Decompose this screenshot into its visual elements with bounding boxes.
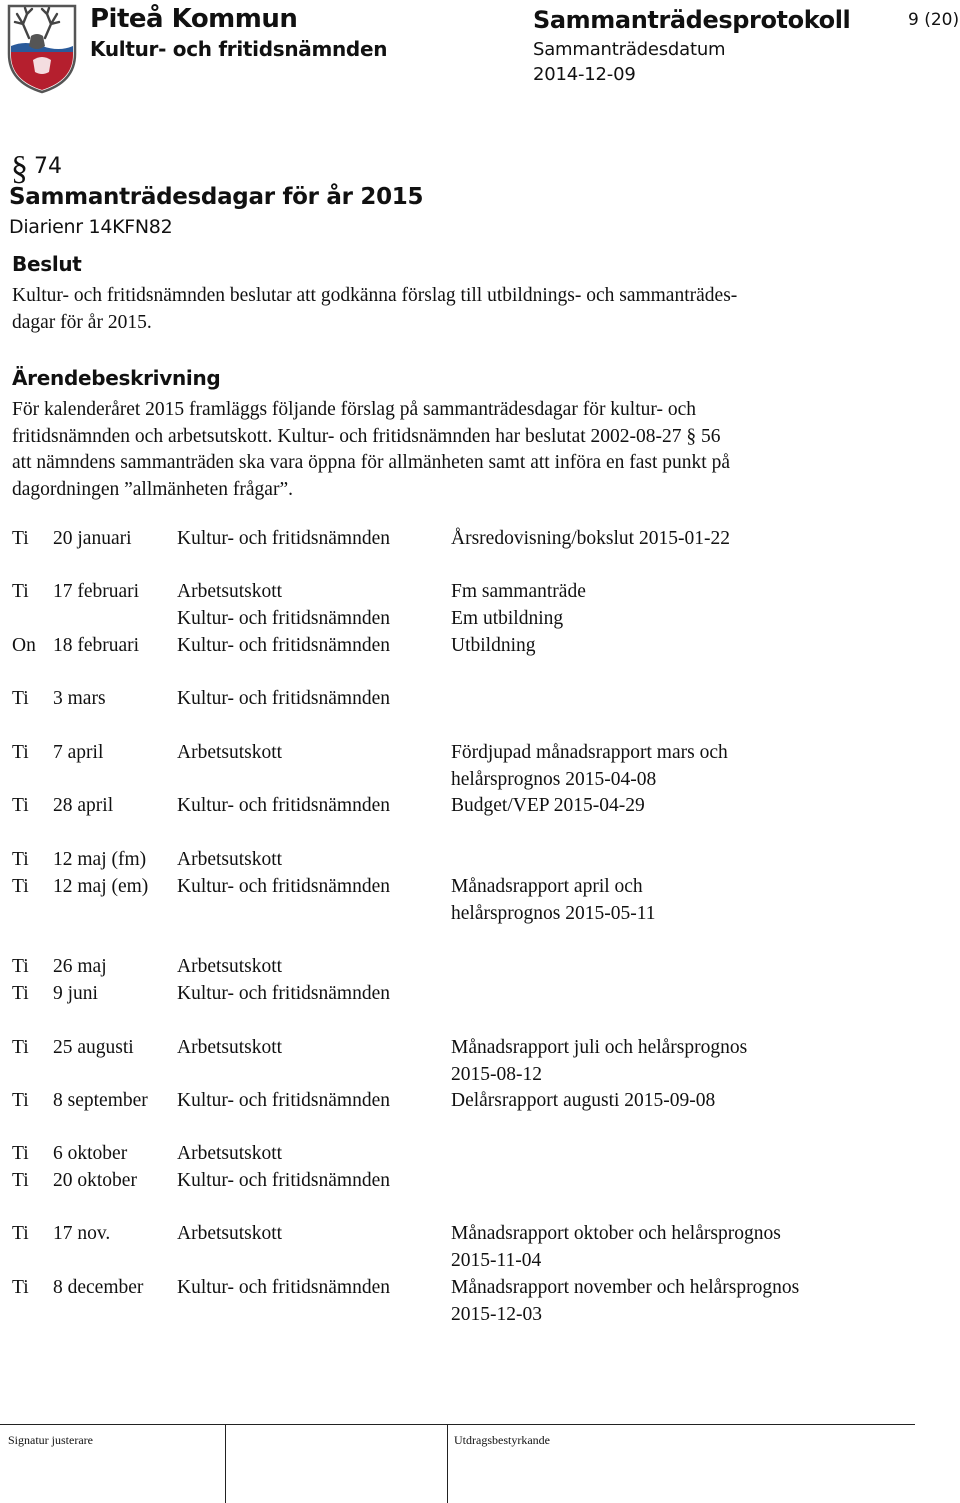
schedule-note: 2015-12-03 bbox=[451, 1304, 542, 1325]
schedule-note: helårsprognos 2015-04-08 bbox=[451, 769, 657, 790]
schedule-date: 28 april bbox=[53, 795, 114, 816]
diary-number: Diarienr 14KFN82 bbox=[9, 216, 173, 238]
schedule-weekday: Ti bbox=[12, 1143, 29, 1164]
schedule-weekday: Ti bbox=[12, 876, 29, 897]
schedule-note: Månadsrapport oktober och helårsprognos bbox=[451, 1223, 781, 1244]
committee-name: Kultur- och fritidsnämnden bbox=[90, 37, 388, 61]
schedule-weekday: Ti bbox=[12, 581, 29, 602]
schedule-weekday: Ti bbox=[12, 1277, 29, 1298]
document-type: Sammanträdesprotokoll bbox=[533, 6, 851, 34]
footer-rule bbox=[0, 1424, 915, 1425]
schedule-date: 25 augusti bbox=[53, 1037, 134, 1058]
schedule-body: Kultur- och fritidsnämnden bbox=[177, 1277, 390, 1298]
schedule-date: 12 maj (em) bbox=[53, 876, 149, 897]
schedule-note: Månadsrapport juli och helårsprognos bbox=[451, 1037, 748, 1058]
footer-divider bbox=[447, 1425, 448, 1503]
case-description-line: fritidsnämnden och arbetsutskott. Kultur- och fritidsnämnden har beslutat 2002-08-27 § 56 bbox=[12, 426, 721, 447]
schedule-date: 8 december bbox=[53, 1277, 144, 1298]
case-description-heading: Ärendebeskrivning bbox=[12, 366, 221, 390]
schedule-date: 9 juni bbox=[53, 983, 98, 1004]
organization-name: Piteå Kommun bbox=[90, 4, 298, 34]
schedule-date: 7 april bbox=[53, 742, 104, 763]
schedule-body: Kultur- och fritidsnämnden bbox=[177, 983, 390, 1004]
schedule-note: Fördjupad månadsrapport mars och bbox=[451, 742, 728, 763]
schedule-body: Arbetsutskott bbox=[177, 956, 283, 977]
schedule-note: Em utbildning bbox=[451, 608, 564, 629]
schedule-note: Månadsrapport november och helårsprognos bbox=[451, 1277, 800, 1298]
schedule-date: 20 oktober bbox=[53, 1170, 137, 1191]
footer-divider bbox=[225, 1425, 226, 1503]
case-description-line: dagordningen ”allmänheten frågar”. bbox=[12, 479, 293, 500]
schedule-date: 18 februari bbox=[53, 635, 140, 656]
schedule-note: Utbildning bbox=[451, 635, 536, 656]
schedule-date: 26 maj bbox=[53, 956, 107, 977]
meeting-date-value: 2014-12-09 bbox=[533, 64, 636, 85]
schedule-date: 8 september bbox=[53, 1090, 148, 1111]
case-description-line: För kalenderåret 2015 framläggs följande förslag på sammanträdesdagar för kultur- och bbox=[12, 399, 697, 420]
schedule-note: Årsredovisning/bokslut 2015-01-22 bbox=[451, 528, 730, 549]
schedule-note: 2015-08-12 bbox=[451, 1064, 542, 1085]
schedule-body: Arbetsutskott bbox=[177, 1143, 283, 1164]
extract-certification-label: Utdragsbestyrkande bbox=[454, 1433, 550, 1447]
schedule-weekday: Ti bbox=[12, 528, 29, 549]
schedule-weekday: On bbox=[12, 635, 36, 656]
schedule-body: Kultur- och fritidsnämnden bbox=[177, 1170, 390, 1191]
schedule-body: Kultur- och fritidsnämnden bbox=[177, 795, 390, 816]
schedule-body: Kultur- och fritidsnämnden bbox=[177, 1090, 390, 1111]
schedule-date: 17 nov. bbox=[53, 1223, 111, 1244]
schedule-note: Budget/VEP 2015-04-29 bbox=[451, 795, 645, 816]
schedule-weekday: Ti bbox=[12, 1170, 29, 1191]
schedule-body: Kultur- och fritidsnämnden bbox=[177, 876, 390, 897]
decision-heading: Beslut bbox=[12, 252, 82, 276]
schedule-note: 2015-11-04 bbox=[451, 1250, 542, 1271]
schedule-note: Månadsrapport april och bbox=[451, 876, 643, 897]
decision-text-line: dagar för år 2015. bbox=[12, 312, 152, 333]
schedule-body: Arbetsutskott bbox=[177, 849, 283, 870]
schedule-weekday: Ti bbox=[12, 1223, 29, 1244]
schedule-date: 20 januari bbox=[53, 528, 132, 549]
schedule-body: Kultur- och fritidsnämnden bbox=[177, 528, 390, 549]
schedule-note: Delårsrapport augusti 2015-09-08 bbox=[451, 1090, 716, 1111]
schedule-body: Arbetsutskott bbox=[177, 1223, 283, 1244]
schedule-body: Kultur- och fritidsnämnden bbox=[177, 688, 390, 709]
page-number: 9 (20) bbox=[908, 10, 960, 30]
schedule-body: Arbetsutskott bbox=[177, 1037, 283, 1058]
schedule-note: helårsprognos 2015-05-11 bbox=[451, 903, 656, 924]
schedule-body: Arbetsutskott bbox=[177, 581, 283, 602]
section-number: 74 bbox=[34, 154, 62, 179]
signature-label: Signatur justerare bbox=[8, 1433, 93, 1447]
schedule-note: Fm sammanträde bbox=[451, 581, 586, 602]
schedule-weekday: Ti bbox=[12, 1090, 29, 1111]
schedule-body: Arbetsutskott bbox=[177, 742, 283, 763]
schedule-date: 17 februari bbox=[53, 581, 140, 602]
coat-of-arms-logo bbox=[5, 2, 79, 94]
schedule-date: 12 maj (fm) bbox=[53, 849, 147, 870]
schedule-weekday: Ti bbox=[12, 795, 29, 816]
section-symbol: § bbox=[11, 150, 28, 187]
schedule-weekday: Ti bbox=[12, 983, 29, 1004]
schedule-date: 3 mars bbox=[53, 688, 106, 709]
schedule-body: Kultur- och fritidsnämnden bbox=[177, 608, 390, 629]
schedule-weekday: Ti bbox=[12, 1037, 29, 1058]
schedule-weekday: Ti bbox=[12, 688, 29, 709]
schedule-weekday: Ti bbox=[12, 849, 29, 870]
section-title: Sammanträdesdagar för år 2015 bbox=[9, 184, 424, 210]
meeting-date-label: Sammanträdesdatum bbox=[533, 39, 726, 60]
schedule-weekday: Ti bbox=[12, 956, 29, 977]
schedule-weekday: Ti bbox=[12, 742, 29, 763]
decision-text-line: Kultur- och fritidsnämnden beslutar att godkänna förslag till utbildnings- och sammanträdes- bbox=[12, 285, 738, 306]
schedule-date: 6 oktober bbox=[53, 1143, 128, 1164]
schedule-body: Kultur- och fritidsnämnden bbox=[177, 635, 390, 656]
case-description-line: att nämndens sammanträden ska vara öppna för allmänheten samt att införa en fast punkt på bbox=[12, 452, 731, 473]
